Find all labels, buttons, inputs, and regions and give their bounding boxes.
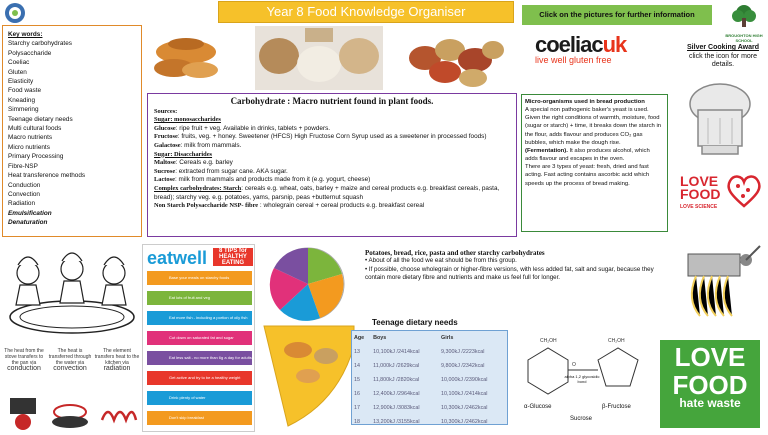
eatwell-title: eatwell bbox=[147, 248, 208, 268]
tree-icon bbox=[729, 4, 759, 28]
starchy-bullet-1: • About of all the food we eat should be from this group. bbox=[365, 257, 517, 265]
table-cell: 16 bbox=[354, 391, 360, 397]
potatoes-image[interactable] bbox=[405, 28, 505, 88]
svg-text:CH₂OH: CH₂OH bbox=[608, 338, 625, 344]
eatwell-tip: Don't skip breakfast bbox=[147, 411, 252, 425]
table-cell: 15 bbox=[354, 377, 360, 383]
teen-needs-title: Teenage dietary needs bbox=[372, 318, 458, 327]
table-row bbox=[352, 415, 507, 429]
keyword-item: Convection bbox=[8, 190, 40, 198]
starchy-foods-wedge-image[interactable] bbox=[258, 322, 358, 430]
table-cell: 9,300kJ /2223kcal bbox=[441, 349, 485, 355]
keyword-item: Multi cultural foods bbox=[8, 125, 62, 133]
table-cell: 10,100kJ /2414kcal bbox=[373, 349, 420, 355]
keyword-item: Heat transference methods bbox=[8, 172, 86, 180]
keyword-item: Food waste bbox=[8, 87, 42, 95]
radiation-label: radiation bbox=[103, 365, 131, 372]
convection-caption: The heat is transferred through the water via bbox=[48, 348, 92, 366]
lfhw-line2: FOOD bbox=[672, 370, 748, 400]
table-row bbox=[352, 387, 507, 401]
keyword-item: Conduction bbox=[8, 181, 41, 189]
mono-heading: Sugar: monosaccharides bbox=[154, 116, 221, 124]
keyword-item: Coeliac bbox=[8, 59, 30, 67]
coeliac-uk-text: uk bbox=[602, 32, 627, 57]
table-cell: 13 bbox=[354, 349, 360, 355]
table-cell: 10,000kJ /2390kcal bbox=[441, 377, 488, 383]
cartoon-cooks-image[interactable] bbox=[2, 243, 140, 341]
lactose-text: : milk from mammals and products made from it (e.g. yogurt, cheese) bbox=[174, 176, 371, 184]
fructose-label: Fructose bbox=[154, 133, 178, 141]
keyword-item: Starchy carbohydrates bbox=[8, 40, 72, 48]
lfs-line3: LOVE SCIENCE bbox=[680, 204, 718, 210]
table-row bbox=[352, 359, 507, 373]
table-cell: 10,100kJ /2414kcal bbox=[441, 391, 488, 397]
starchy-bullet-2: • If possible, choose wholegrain or higher-fibre versions, with less added fat, salt and sugar, because they contain more dietary fibre and nutrients and make us feel full for longer. bbox=[365, 265, 654, 282]
sucrose-structure-diagram bbox=[510, 330, 656, 430]
table-cell: 10,300kJ /2462kcal bbox=[441, 405, 488, 411]
coeliac-uk-logo[interactable] bbox=[535, 32, 655, 82]
maltose-text: : Cereals e.g. barley bbox=[175, 159, 233, 167]
coeliac-tagline: live well gluten free bbox=[535, 55, 612, 65]
galactose-label: Galactose bbox=[154, 141, 181, 149]
school-name: BROUGHTON HIGH SCHOOL bbox=[725, 33, 763, 43]
table-cell: 9,800kJ /2342kcal bbox=[441, 363, 485, 369]
glucose-label: Glucose bbox=[154, 124, 176, 132]
keyword-item: Macro nutrients bbox=[8, 134, 53, 142]
carbohydrate-panel bbox=[147, 93, 517, 237]
silver-award-text: click the icon for more details. bbox=[688, 52, 758, 68]
table-cell: 13,200kJ /3155kcal bbox=[373, 419, 420, 425]
teen-header-age: Age bbox=[354, 335, 365, 341]
silver-award-panel bbox=[680, 44, 766, 70]
keyword-item: Simmering bbox=[8, 106, 39, 114]
complex-text: : cereals e.g. wheat, oats, barley + maize and cereal products e.g. breakfast cereals, pasta, bread); starchy veg. e.g. potatoes, yams, parsnip, peas +butternut squash bbox=[154, 184, 500, 201]
starchy-title: Potatoes, bread, rice, pasta and other starchy carbohydrates bbox=[365, 249, 545, 257]
keyword-item: Radiation bbox=[8, 200, 36, 208]
sucrose-structure-label: Sucrose bbox=[570, 416, 593, 422]
sucrose-label: Sucrose bbox=[154, 167, 176, 175]
lfhw-line1: LOVE bbox=[674, 342, 746, 372]
teen-header-girls: Girls bbox=[441, 335, 454, 341]
click-notice: Click on the pictures for further information bbox=[522, 5, 712, 25]
micro-organisms-panel bbox=[521, 94, 668, 232]
keyword-item: Kneading bbox=[8, 96, 36, 104]
di-heading: Sugar: Disaccharides bbox=[154, 150, 213, 158]
bread-image[interactable] bbox=[150, 24, 222, 90]
eatwell-tip: Get active and try to be a healthy weight bbox=[147, 371, 252, 385]
love-food-hate-waste-logo[interactable] bbox=[660, 340, 760, 428]
love-food-science-logo[interactable] bbox=[680, 175, 724, 214]
teen-header-boys: Boys bbox=[373, 335, 387, 341]
lfhw-line3: hate waste bbox=[679, 396, 741, 410]
eatwell-tips-poster[interactable] bbox=[142, 244, 255, 432]
micro-p2: It also produces alcohol, which adds flavour and escapes in the oven. bbox=[525, 147, 650, 163]
keyword-item: Micro nutrients bbox=[8, 143, 50, 151]
galactose-text: : milk from mammals. bbox=[180, 141, 242, 149]
nsp-label: Non Starch Polysaccharide NSP- fibre bbox=[154, 202, 259, 210]
radiation-item bbox=[94, 348, 140, 372]
nsp-text: : wholegrain cereal + cereal products e.g. breakfast cereal bbox=[258, 202, 425, 210]
eatwell-tip: Base your meals on starchy foods bbox=[147, 271, 252, 285]
school-logo[interactable] bbox=[722, 4, 766, 43]
keyword-item: Denaturation bbox=[8, 219, 48, 227]
convection-item bbox=[48, 348, 92, 372]
sucrose-text: : extracted from sugar cane. AKA sugar. bbox=[175, 167, 288, 175]
table-cell: 11,800kJ /2820kcal bbox=[373, 377, 420, 383]
keyword-item: Fibre-NSP bbox=[8, 162, 38, 170]
chef-hat-icon[interactable] bbox=[686, 80, 754, 158]
maltose-label: Maltose bbox=[154, 159, 176, 167]
school-logo-left[interactable] bbox=[2, 2, 28, 24]
keyword-item: Elasticity bbox=[8, 78, 34, 86]
table-cell: 17 bbox=[354, 405, 360, 411]
conduction-item bbox=[2, 348, 46, 372]
micro-title: Micro-organisms used in bread production bbox=[525, 99, 645, 105]
conduction-label: conduction bbox=[7, 365, 41, 372]
keywords-heading: Key words: bbox=[8, 31, 43, 38]
eatwell-tips-badge: 8 TIPS for HEALTHY EATING bbox=[213, 248, 253, 266]
eatwell-tip: Cut down on saturated fat and sugar bbox=[147, 331, 252, 345]
radiation-caption: The element transfers heat to the kitchen via bbox=[94, 348, 140, 366]
table-row bbox=[352, 373, 507, 387]
table-row bbox=[352, 345, 507, 359]
keyword-item: Emulsification bbox=[8, 209, 52, 217]
glucose-text: : ripe fruit + veg. Available in drinks, tablets + powders. bbox=[175, 124, 331, 132]
table-cell: 12,400kJ /2964kcal bbox=[373, 391, 420, 397]
keyword-item: Teenage dietary needs bbox=[8, 115, 73, 123]
table-cell: 11,000kJ /2629kcal bbox=[373, 363, 420, 369]
grains-image[interactable] bbox=[255, 26, 383, 90]
fermentation-label: (Fermentation). bbox=[525, 147, 568, 154]
keyword-item: Gluten bbox=[8, 68, 27, 76]
lfs-line1: LOVE bbox=[680, 173, 719, 189]
eatwell-tip: Eat more fish - including a portion of oily fish bbox=[147, 311, 252, 325]
eatwell-tip: Eat lots of fruit and veg bbox=[147, 291, 252, 305]
teen-needs-table bbox=[351, 330, 508, 425]
bond-label: alpha 1,2 glycosidic bond bbox=[564, 374, 600, 384]
glucose-structure-label: α-Glucose bbox=[524, 404, 552, 410]
table-cell: 18 bbox=[354, 419, 360, 425]
heart-icon[interactable] bbox=[726, 174, 762, 208]
coeliac-text: coeliac bbox=[535, 32, 603, 57]
starchy-carbs-panel bbox=[362, 247, 674, 309]
svg-text:O: O bbox=[572, 362, 576, 368]
table-cell: 14 bbox=[354, 363, 360, 369]
table-cell: 12,900kJ /3083kcal bbox=[373, 405, 420, 411]
table-cell: 10,300kJ /2462kcal bbox=[441, 419, 488, 425]
eatwell-tip: Eat less salt - no more than 6g a day for adults bbox=[147, 351, 252, 365]
fructose-structure-label: β-Fructose bbox=[602, 404, 631, 410]
complex-label: Complex carbohydrates: Starch bbox=[154, 184, 242, 192]
conduction-caption: The heat from the stove transfers to the pan via bbox=[4, 348, 44, 366]
lfs-line2: FOOD bbox=[680, 186, 721, 202]
keywords-panel bbox=[2, 25, 142, 237]
carb-title: Carbohydrate : Macro nutrient found in plant foods. bbox=[230, 96, 434, 106]
eatwell-plate-image[interactable] bbox=[258, 244, 358, 324]
keyword-item: Polysaccharide bbox=[8, 49, 52, 57]
carb-sources-heading: Sources: bbox=[154, 107, 178, 115]
svg-text:CH₂OH: CH₂OH bbox=[540, 338, 557, 344]
fructose-text: : fruits, veg. + honey. Sweetener (HFCS) High Fructose Corn Syrup used as a sweetener in processed foods) bbox=[177, 133, 487, 141]
table-row bbox=[352, 401, 507, 415]
convection-label: convection bbox=[53, 365, 87, 372]
eatwell-tip: Drink plenty of water bbox=[147, 391, 252, 405]
keyword-item: Primary Processing bbox=[8, 153, 64, 161]
pasta-machine-image[interactable] bbox=[676, 240, 764, 320]
silver-award-title: Silver Cooking Award bbox=[687, 44, 759, 51]
page-title: Year 8 Food Knowledge Organiser bbox=[218, 1, 514, 23]
micro-p1: A special non pathogenic baker's yeast is used. Given the right conditions of warmth, moisture, food (sugar or starch) + time, it breaks down the starch in the flour, adds flavour and produces CO₂ gas bubbles, which make the dough rise. bbox=[525, 107, 662, 146]
heat-transfer-panel bbox=[2, 348, 140, 432]
lactose-label: Lactose bbox=[154, 176, 175, 184]
micro-p3: There are 3 types of yeast: fresh, dried and fast acting. Fast acting contains ascorbic acid which speeds up the process of bread making. bbox=[525, 164, 650, 187]
